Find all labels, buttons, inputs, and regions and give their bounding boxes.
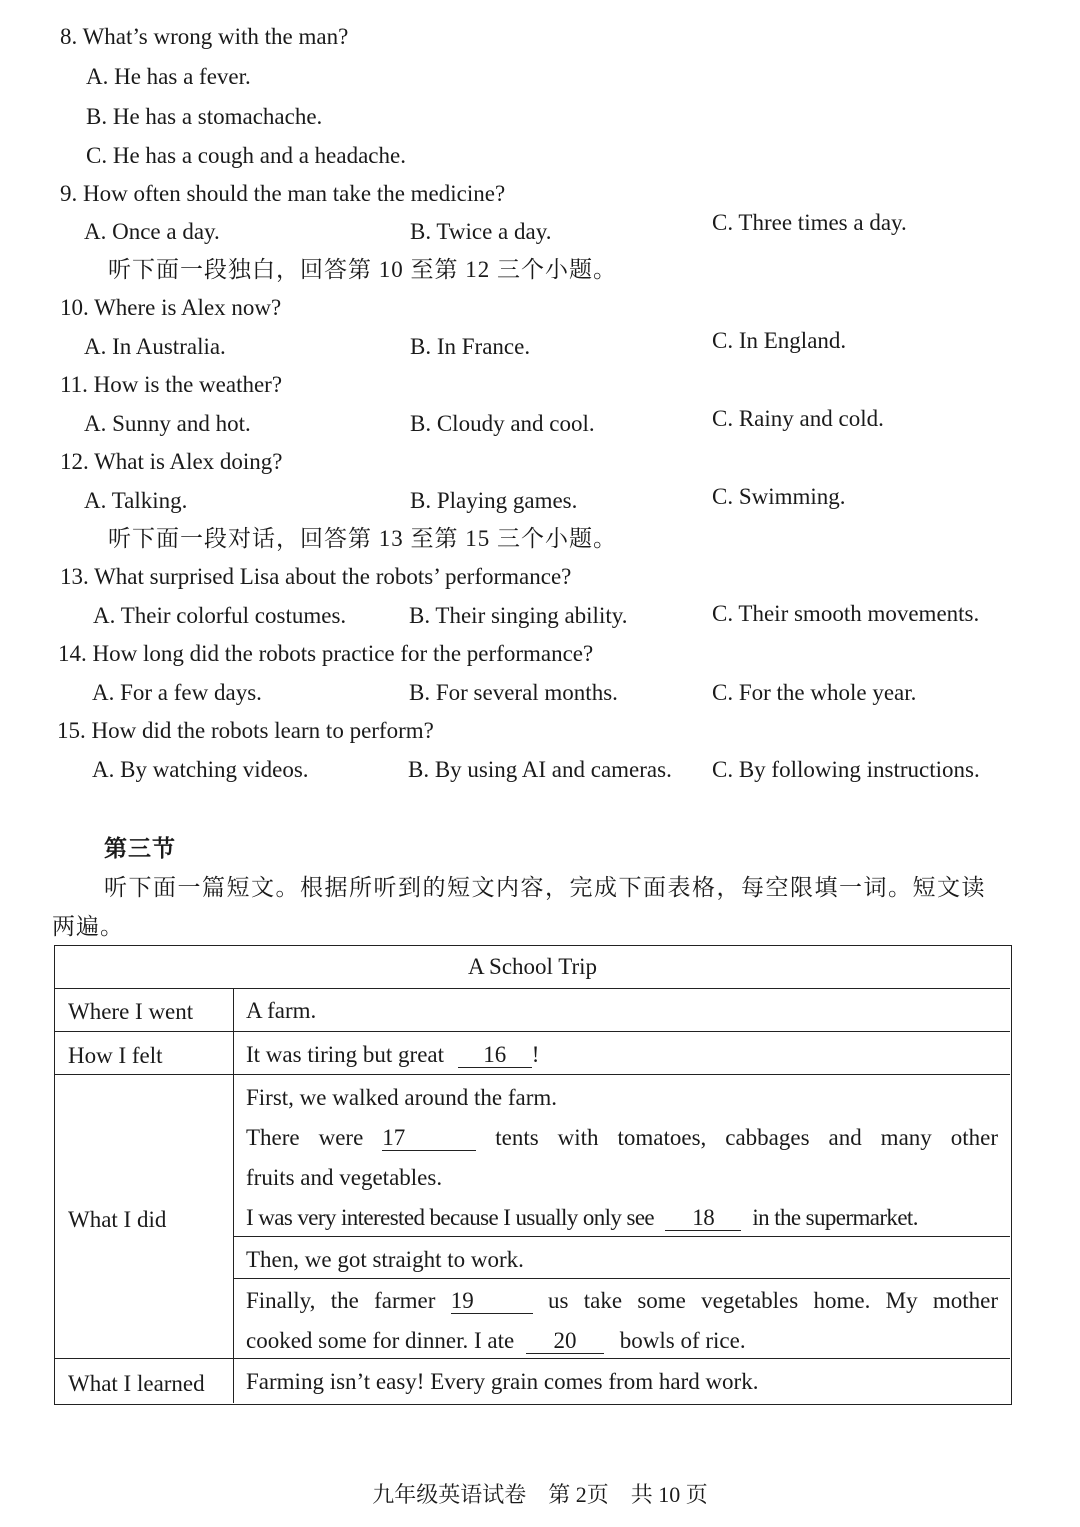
q13-stem: 13. What surprised Lisa about the robots’ performance? xyxy=(60,564,572,589)
q12-option-b: B. Playing games. xyxy=(410,488,578,513)
felt-text: It was tiring but great xyxy=(246,1042,445,1067)
section-instruction-line1: 听下面一篇短文。根据所听到的短文内容，完成下面表格，每空限填一词。短文读 xyxy=(104,875,986,900)
did-line1: First, we walked around the farm. xyxy=(246,1085,558,1110)
did-line7-pre: cooked some for dinner. I ate xyxy=(246,1328,515,1353)
did-line4-post: in the supermarket. xyxy=(752,1205,918,1230)
did-line7-post: bowls of rice. xyxy=(619,1328,746,1353)
blank-17: 17 xyxy=(382,1126,476,1151)
q15-option-b: B. By using AI and cameras. xyxy=(408,757,672,782)
did-line2-post: tents with tomatoes, cabbages and many other xyxy=(495,1125,998,1150)
q11-stem: 11. How is the weather? xyxy=(60,372,283,397)
column-divider xyxy=(233,988,234,1403)
q15-option-a: A. By watching videos. xyxy=(92,757,309,782)
q9-stem: 9. How often should the man take the medicine? xyxy=(60,181,506,206)
q10-option-c: C. In England. xyxy=(712,328,847,353)
row-divider xyxy=(55,1074,1010,1075)
section-instruction-line2: 两遍。 xyxy=(52,914,124,939)
learned-value: Farming isn’t easy! Every grain comes from hard work. xyxy=(246,1369,759,1394)
row-divider xyxy=(55,1358,1010,1359)
q14-stem: 14. How long did the robots practice for the performance? xyxy=(58,641,594,666)
did-line6 xyxy=(246,1286,998,1316)
row-divider xyxy=(55,1031,1010,1032)
q10-option-a: A. In Australia. xyxy=(84,334,226,359)
felt-label: How I felt xyxy=(68,1043,163,1068)
felt-value xyxy=(246,1040,539,1070)
q8-option-a: A. He has a fever. xyxy=(86,64,251,89)
q13-option-a: A. Their colorful costumes. xyxy=(93,603,347,628)
page-footer: 九年级英语试卷 第 2页 共 10 页 xyxy=(372,1482,708,1507)
did-line6-pre: Finally, the farmer xyxy=(246,1288,436,1313)
q10-option-b: B. In France. xyxy=(410,334,531,359)
did-label: What I did xyxy=(68,1207,167,1232)
q9-option-a: A. Once a day. xyxy=(84,219,220,244)
school-trip-table xyxy=(54,945,1012,1405)
did-line3: fruits and vegetables. xyxy=(246,1165,443,1190)
q11-option-a: A. Sunny and hot. xyxy=(84,411,251,436)
q14-option-b: B. For several months. xyxy=(409,680,618,705)
q15-option-c: C. By following instructions. xyxy=(712,757,980,782)
felt-end: ! xyxy=(531,1042,540,1067)
section-heading: 第三节 xyxy=(104,836,176,861)
q11-option-c: C. Rainy and cold. xyxy=(712,406,884,431)
blank-20: 20 xyxy=(526,1329,604,1354)
did-line2-pre: There were xyxy=(246,1125,364,1150)
blank-19: 19 xyxy=(451,1289,533,1314)
row-divider xyxy=(233,1278,1010,1279)
row-divider xyxy=(55,988,1010,989)
did-line6-post: us take some vegetables home. My mother xyxy=(547,1288,999,1313)
q13-option-c: C. Their smooth movements. xyxy=(712,601,980,626)
q14-option-a: A. For a few days. xyxy=(92,680,262,705)
did-line7 xyxy=(246,1326,746,1356)
where-label: Where I went xyxy=(68,999,194,1024)
instruction-dialogue: 听下面一段对话，回答第 13 至第 15 三个小题。 xyxy=(108,526,617,551)
q12-option-a: A. Talking. xyxy=(84,488,188,513)
q9-option-b: B. Twice a day. xyxy=(410,219,552,244)
learned-label: What I learned xyxy=(68,1371,205,1396)
blank-16: 16 xyxy=(458,1043,532,1068)
q11-option-b: B. Cloudy and cool. xyxy=(410,411,595,436)
q14-option-c: C. For the whole year. xyxy=(712,680,917,705)
q8-option-b: B. He has a stomachache. xyxy=(86,104,323,129)
did-line4 xyxy=(246,1203,918,1233)
q9-option-c: C. Three times a day. xyxy=(712,210,907,235)
q12-stem: 12. What is Alex doing? xyxy=(60,449,283,474)
q15-stem: 15. How did the robots learn to perform? xyxy=(57,718,434,743)
row-divider xyxy=(233,1236,1010,1237)
table-title: A School Trip xyxy=(467,954,598,979)
q12-option-c: C. Swimming. xyxy=(712,484,846,509)
q8-stem: 8. What’s wrong with the man? xyxy=(60,24,349,49)
q10-stem: 10. Where is Alex now? xyxy=(60,295,282,320)
did-line5: Then, we got straight to work. xyxy=(246,1247,524,1272)
q13-option-b: B. Their singing ability. xyxy=(409,603,628,628)
instruction-monologue: 听下面一段独白，回答第 10 至第 12 三个小题。 xyxy=(108,257,617,282)
did-line2 xyxy=(246,1123,998,1153)
q8-option-c: C. He has a cough and a headache. xyxy=(86,143,406,168)
where-value: A farm. xyxy=(246,998,317,1023)
did-line4-pre: I was very interested because I usually only see xyxy=(246,1205,655,1230)
blank-18: 18 xyxy=(665,1206,741,1231)
